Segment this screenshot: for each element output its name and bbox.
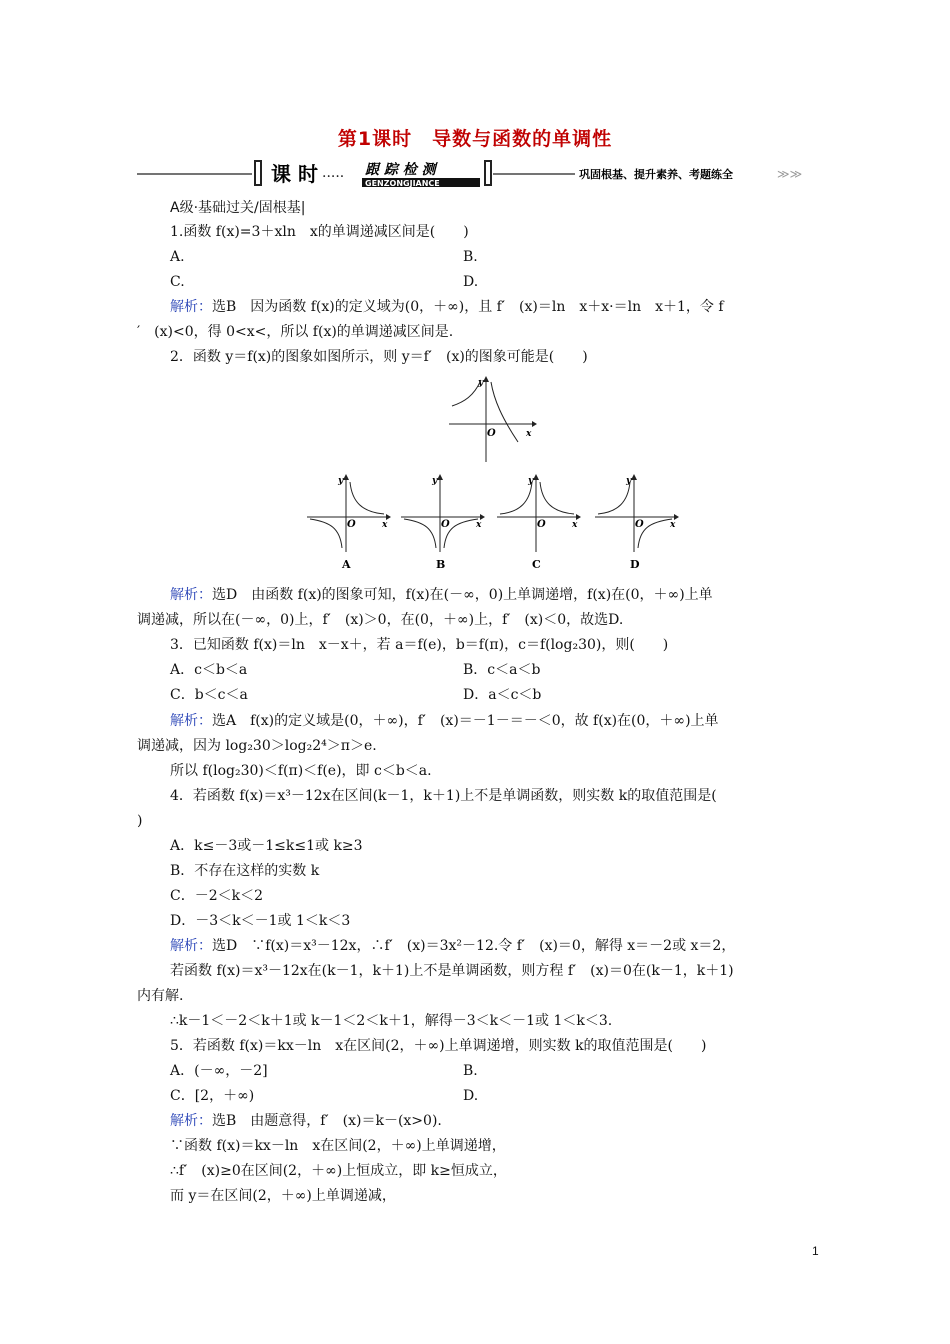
q5-option-b: B.: [463, 1063, 478, 1079]
q3-option-b: B．c＜a＜b: [463, 662, 541, 678]
q3-solution-line-2: 调递减，因为 log₂30＞log₂2⁴＞π＞e.: [137, 738, 377, 754]
q1-option-d: D.: [463, 274, 479, 290]
svg-text:x: x: [526, 429, 532, 439]
svg-text:O: O: [537, 519, 546, 530]
svg-text:D: D: [630, 558, 640, 571]
q1-solution-line-1: 选B 因为函数 f(x)的定义域为(0，＋∞)，且 f′ (x)＝ln x＋x·＝ln x＋1，令 f: [212, 299, 724, 315]
svg-text:O: O: [635, 519, 644, 530]
svg-text:O: O: [487, 428, 496, 439]
q5-option-c: C．[2，＋∞): [170, 1088, 255, 1104]
svg-text:≫≫: ≫≫: [777, 167, 803, 181]
q1-option-b: B.: [463, 249, 478, 265]
q4-option-b: B．不存在这样的实数 k: [170, 863, 320, 879]
option-graph-c: [494, 472, 584, 572]
q3-option-c: C．b＜c＜a: [170, 687, 248, 703]
q1-jiexi-label: 解析：: [170, 299, 212, 315]
q4-solution-line-2: 若函数 f(x)＝x³－12x在(k－1，k＋1)上不是单调函数，则方程 f′ (x)＝0在(k－1，k＋1): [170, 963, 734, 979]
svg-text:y: y: [626, 476, 632, 486]
q4-option-a: A．k≤－3或－1≤k≤1或 k≥3: [170, 838, 363, 854]
svg-text:B: B: [436, 558, 446, 571]
page-number: 1: [812, 1244, 819, 1258]
question-5: 5．若函数 f(x)＝kx－ln x在区间(2，＋∞)上单调递增，则实数 k的取值范围是( ): [170, 1038, 707, 1054]
main-function-graph: [446, 374, 538, 464]
q5-solution-line-4: 而 y＝在区间(2，＋∞)上单调递减，: [170, 1188, 396, 1204]
option-graph-d: [592, 472, 682, 572]
question-3: 3．已知函数 f(x)＝ln x－x＋，若 a＝f(e)，b＝f(π)，c＝f(log₂30)，则( ): [170, 637, 669, 653]
q3-option-d: D．a＜c＜b: [463, 687, 542, 703]
svg-text:y: y: [432, 476, 438, 486]
banner-brand-pinyin: GENZONGJIANCE: [365, 179, 440, 188]
q4-jiexi-label: 解析：: [170, 938, 212, 954]
svg-text:C: C: [532, 558, 541, 571]
svg-text:y: y: [338, 476, 344, 486]
q1-solution-line-2: ′ (x)<0，得 0<x<，所以 f(x)的单调递减区间是.: [137, 324, 454, 340]
section-banner: [137, 158, 817, 188]
q1-option-a: A.: [170, 249, 185, 265]
svg-text:y: y: [528, 476, 534, 486]
q5-option-a: A．(－∞，－2]: [170, 1063, 268, 1079]
question-2: 2．函数 y＝f(x)的图象如图所示，则 y＝f′ (x)的图象可能是( ): [170, 349, 588, 365]
banner-slogan: 巩固根基、提升素养、考题练全: [579, 168, 733, 181]
question-1: 1.函数 f(x)=3＋xln x的单调递减区间是( ): [170, 224, 469, 240]
q4-option-d: D．－3＜k＜－1或 1＜k＜3: [170, 913, 351, 929]
svg-text:O: O: [347, 519, 356, 530]
svg-text:A: A: [342, 558, 351, 571]
q5-jiexi-label: 解析：: [170, 1113, 212, 1129]
q5-solution-line-2: ∵函数 f(x)＝kx－ln x在区间(2，＋∞)上单调递增，: [170, 1138, 506, 1154]
svg-text:·····: ·····: [322, 169, 345, 185]
q2-jiexi-label: 解析：: [170, 587, 212, 603]
q4-option-c: C．－2＜k＜2: [170, 888, 264, 904]
q5-solution-line-3: ∴f′ (x)≥0在区间(2，＋∞)上恒成立，即 k≥恒成立，: [170, 1163, 507, 1179]
question-4-cont: ): [137, 813, 143, 829]
option-graph-a: [304, 472, 394, 572]
q5-option-d: D.: [463, 1088, 479, 1104]
svg-text:O: O: [441, 519, 450, 530]
section-label: A级·基础过关/固根基|: [170, 200, 306, 216]
q2-solution-line-1: 选D 由函数 f(x)的图象可知，f(x)在(－∞，0)上单调递增，f(x)在(0，＋∞)上单: [212, 587, 713, 603]
q3-option-a: A．c＜b＜a: [170, 662, 248, 678]
q4-solution-line-3: 内有解.: [137, 988, 184, 1004]
q3-jiexi-label: 解析：: [170, 713, 212, 729]
banner-left: 课 时: [271, 162, 318, 186]
svg-text:x: x: [476, 520, 482, 530]
page-title: 第1课时 导数与函数的单调性: [337, 128, 613, 150]
q1-option-c: C.: [170, 274, 185, 290]
option-graph-b: [398, 472, 488, 572]
q3-solution-line-1: 选A f(x)的定义域是(0，＋∞)，f′ (x)＝－1－＝－＜0，故 f(x)在(0，＋∞)上单: [212, 713, 719, 729]
q4-solution-line-4: ∴k－1＜－2＜k＋1或 k－1＜2＜k＋1，解得－3＜k＜－1或 1＜k＜3.: [170, 1013, 613, 1029]
svg-text:x: x: [572, 520, 578, 530]
q2-solution-line-2: 调递减，所以在(－∞，0)上，f′ (x)＞0，在(0，＋∞)上，f′ (x)＜0，故选D.: [137, 612, 624, 628]
q4-solution-line-1: 选D ∵f(x)＝x³－12x，∴f′ (x)＝3x²－12.令 f′ (x)＝0，解得 x＝－2或 x＝2，: [212, 938, 736, 954]
svg-text:x: x: [382, 520, 388, 530]
q3-solution-line-3: 所以 f(log₂30)＜f(π)＜f(e)，即 c＜b＜a.: [170, 763, 432, 779]
banner-brand: 跟 踪 检 测: [365, 162, 436, 178]
question-4: 4．若函数 f(x)＝x³－12x在区间(k－1，k＋1)上不是单调函数，则实数 k的取值范围是(: [170, 788, 717, 804]
q5-solution-line-1: 选B 由题意得，f′ (x)＝k－(x>0).: [212, 1113, 442, 1129]
svg-text:y: y: [478, 378, 484, 388]
svg-text:x: x: [670, 520, 676, 530]
